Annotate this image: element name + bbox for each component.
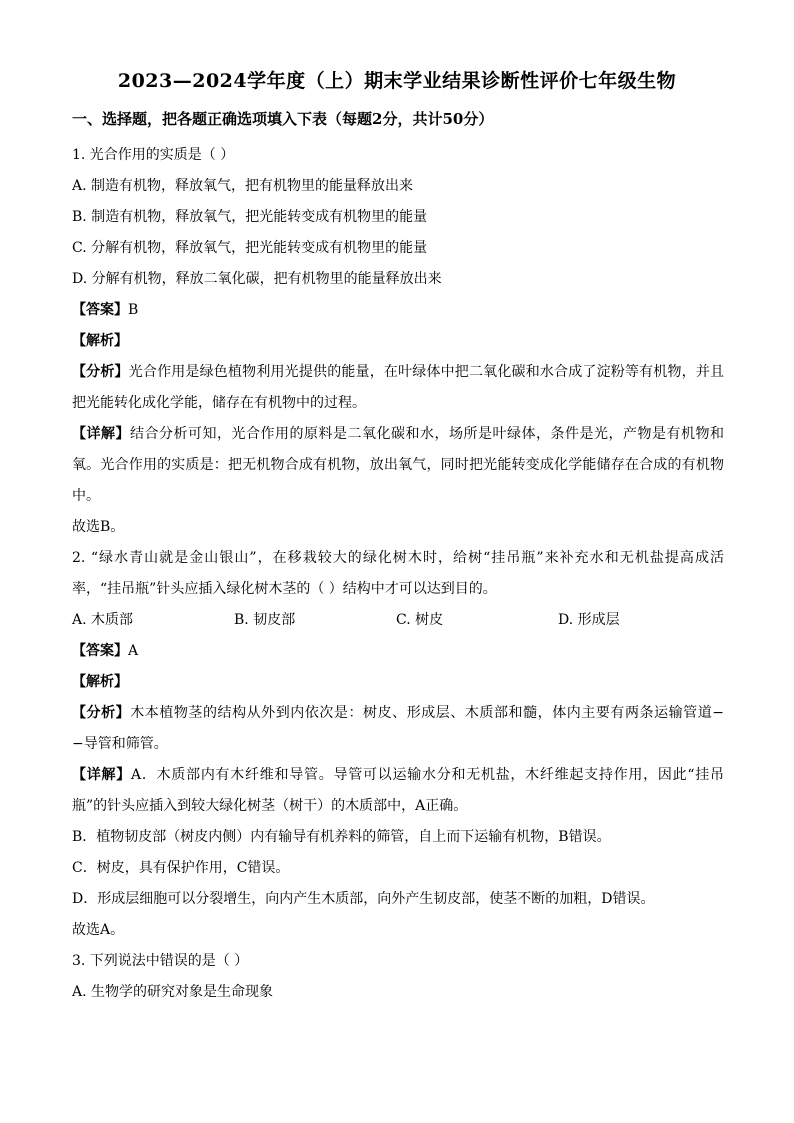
fenxi-text: 木本植物茎的结构从外到内依次是：树皮、形成层、木质部和髓，体内主要有两条运输管道−−导管和筛管。 — [72, 705, 725, 752]
section-header: 一、选择题，把各题正确选项填入下表（每题2分，共计50分） — [72, 110, 494, 128]
q1-conclusion: 故选B。 — [72, 519, 125, 535]
exam-content — [72, 140, 724, 1008]
xiangjie-label: 【详解】 — [72, 426, 130, 442]
q1-option-a: A. 制造有机物，释放氧气，把有机物里的能量释放出来 — [72, 178, 414, 194]
q3-option-a: A. 生物学的研究对象是生命现象 — [72, 984, 274, 1000]
q2-detail-d: D．形成层细胞可以分裂增生，向内产生木质部，向外产生韧皮部，使茎不断的加粗，D错误。 — [72, 891, 655, 907]
q1-option-d: D. 分解有机物，释放二氧化碳，把有机物里的能量释放出来 — [72, 271, 442, 287]
q2-option-b: B. 韧皮部 — [234, 612, 296, 628]
q2-fenxi — [72, 698, 724, 760]
answer-value: B — [128, 302, 139, 318]
q1-xiangjie — [72, 419, 724, 512]
answer-label: 【答案】 — [72, 302, 128, 318]
page-title: 2023—2024学年度（上）期末学业结果诊断性评价七年级生物 — [117, 70, 677, 92]
q1-fenxi — [72, 357, 724, 419]
q2-stem: 2. “绿水青山就是金山银山”，在移栽较大的绿化树木时，给树“挂吊瓶”来补充水和无机盐提高成活率，“挂吊瓶”针头应插入绿化树木茎的（ ）结构中才可以达到目的。 — [72, 550, 724, 597]
q2-option-a: A. 木质部 — [72, 612, 134, 628]
xiangjie-text: 结合分析可知，光合作用的原料是二氧化碳和水，场所是叶绿体，条件是光，产物是有机物和氧。光合作用的实质是：把无机物合成有机物，放出氧气，同时把光能转变成化学能储存在合成的有机物中。 — [72, 426, 724, 504]
answer-value: A — [128, 643, 139, 659]
q2-option-c: C. 树皮 — [396, 612, 444, 628]
q1-option-b: B. 制造有机物，释放氧气，把光能转变成有机物里的能量 — [72, 209, 428, 225]
q2-answer — [72, 636, 724, 667]
q1-option-c: C. 分解有机物，释放氧气，把光能转变成有机物里的能量 — [72, 240, 428, 256]
fenxi-label: 【分析】 — [72, 705, 131, 721]
q1-answer — [72, 295, 724, 326]
fenxi-label: 【分析】 — [72, 364, 129, 380]
q2-options — [72, 605, 724, 636]
q1-stem: 1. 光合作用的实质是（ ） — [72, 147, 235, 163]
q2-detail-b: B．植物韧皮部（树皮内侧）内有输导有机养料的筛管，自上而下运输有机物，B错误。 — [72, 829, 611, 845]
xiangjie-text: A．木质部内有木纤维和导管。导管可以运输水分和无机盐，木纤维起支持作用，因此“挂吊瓶”的针头应插入到较大绿化树茎（树干）的木质部中，A正确。 — [72, 767, 725, 814]
q2-option-d: D. 形成层 — [558, 612, 620, 628]
xiangjie-label: 【详解】 — [72, 767, 131, 783]
q1-analysis-label: 【解析】 — [72, 333, 128, 349]
q3-stem: 3. 下列说法中错误的是（ ） — [72, 953, 249, 969]
q2-analysis-label: 【解析】 — [72, 674, 128, 690]
answer-label: 【答案】 — [72, 643, 128, 659]
q2-detail-c: C．树皮，具有保护作用，C错误。 — [72, 860, 290, 876]
q2-xiangjie — [72, 760, 724, 822]
q2-conclusion: 故选A。 — [72, 922, 125, 938]
fenxi-text: 光合作用是绿色植物利用光提供的能量，在叶绿体中把二氧化碳和水合成了淀粉等有机物，并且把光能转化成化学能，储存在有机物中的过程。 — [72, 364, 725, 411]
